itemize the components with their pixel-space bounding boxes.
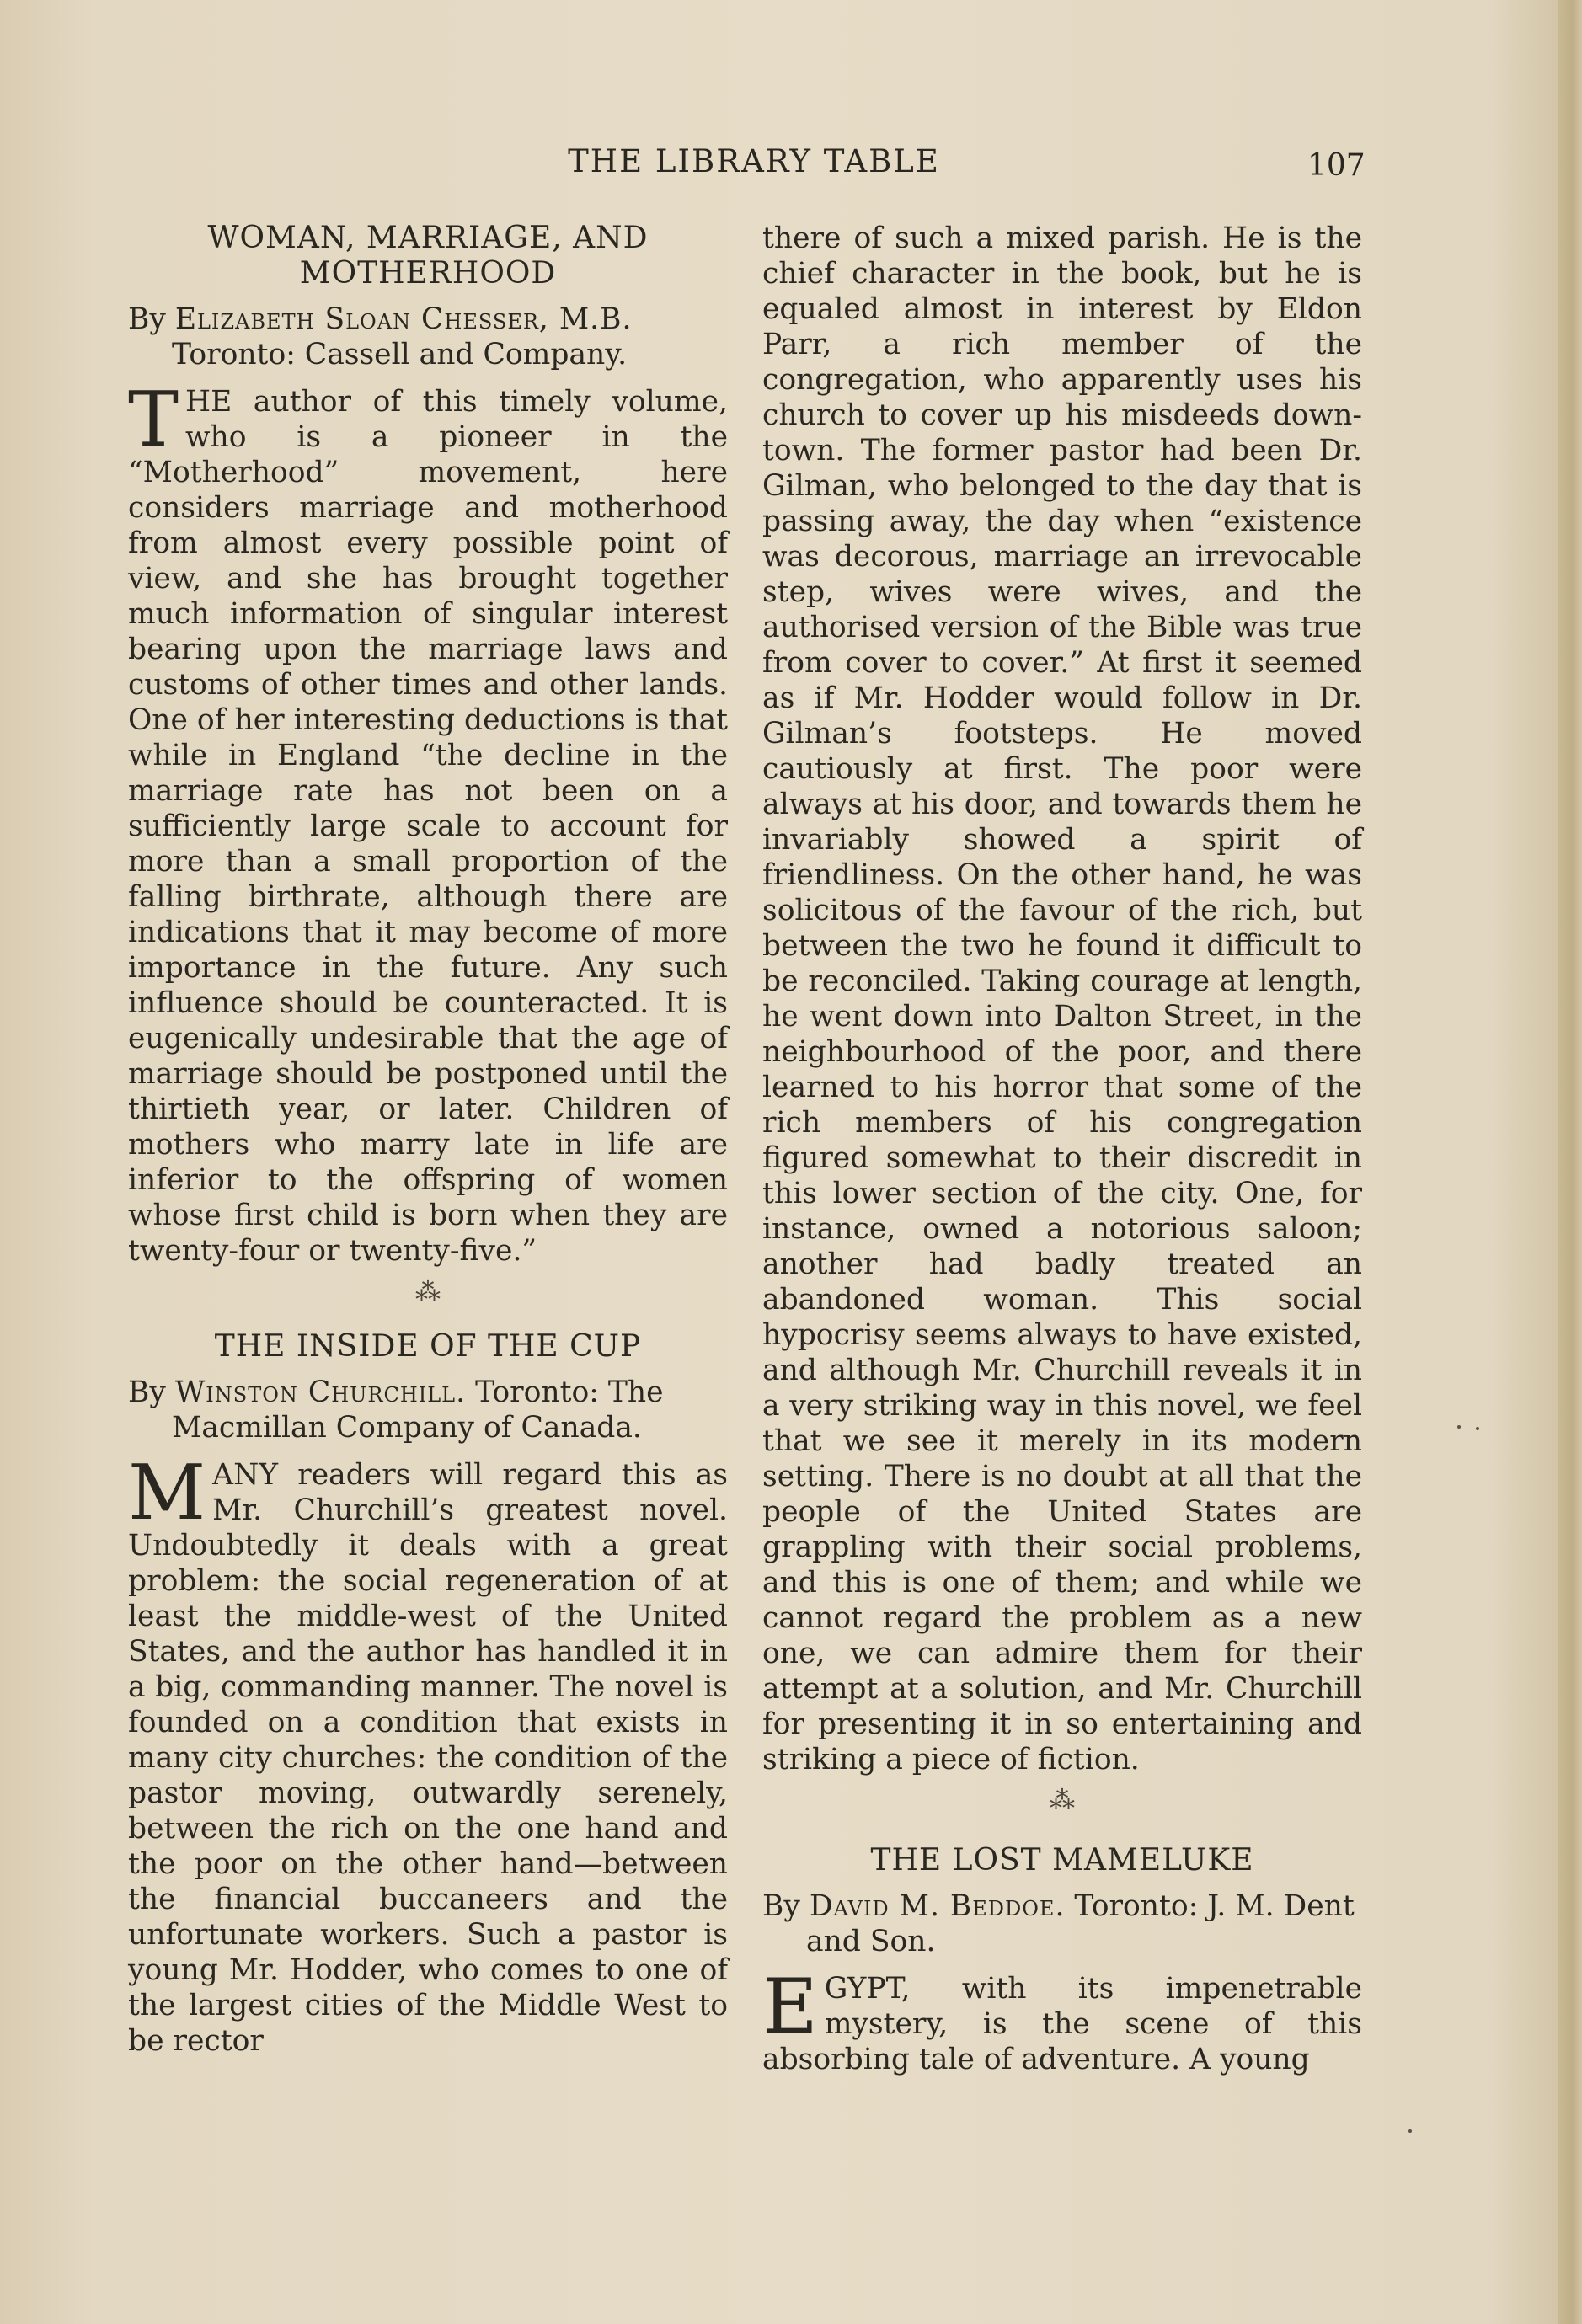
running-head: THE LIBRARY TABLE <box>568 143 940 179</box>
review-publisher: Toronto: The Macmillan Company of Canada. <box>172 1376 664 1445</box>
byline-prefix: By <box>762 1889 800 1923</box>
review-body-continued: there of such a mixed parish. He is the chief character in the book, but he is equaled almost in interest by Eldon Parr, a rich member of the congregation, who apparently uses his church to cover up his misdeeds down-town. The former pastor had been Dr. Gilman, who belonged to the day that is passing away, the day when “existence was decorous, marriage an irrevocable step, wives were wives, and the authorised version of the Bible was true from cover to cover.” At first it seemed as if Mr. Hodder would follow in Dr. Gilman’s footsteps. He moved cautiously at first. The poor were always at his door, and towards them he invariably showed a spirit of friendliness. On the other hand, he was solicitous of the favour of the rich, but between the two he found it difficult to be reconciled. Taking courage at length, he went down into Dalton Street, in the neighbourhood of the poor, and there learned to his horror that some of the rich members of his congregation figured somewhat to their discredit in this lower section of the city. One, for instance, owned a notorious saloon; another had badly treated an abandoned woman. This social hypocrisy seems always to have existed, and although Mr. Churchill reveals it in a very striking way in this novel, we feel that we see it merely in its modern setting. There is no doubt at all that the people of the United States are grappling with their social problems, and this is one of them; and while we cannot regard the problem as a new one, we can admire them for their attempt at a solution, and Mr. Churchill for presenting it in so entertaining and striking a piece of fiction. <box>762 222 1362 1776</box>
review-publisher: Toronto: J. M. Dent and Son. <box>806 1889 1355 1958</box>
page-edge <box>1558 0 1582 2324</box>
paper-speck <box>1457 1425 1461 1429</box>
review-woman-marriage <box>128 221 728 1309</box>
review-text: GYPT, with its impenetrable mystery, is the scene of this absorbing tale of adventure. A young <box>762 1972 1362 2076</box>
paper-speck <box>1476 1427 1479 1430</box>
review-text: ANY readers will regard this as Mr. Churchill’s greatest novel. Undoubtedly it deals with a great problem: the social regeneration of at least the middle-west of the United States, and the author has handled it in a big, commanding manner. The novel is founded on a condition that exists in many city churches: the condition of the pastor moving, outwardly serenely, between the rich on the one hand and the poor on the other hand—between the financial buccaneers and the unfortunate workers. Such a pastor is young Mr. Hodder, who comes to one of the largest cities of the Middle West to be rector <box>128 1458 728 2058</box>
drop-cap: T <box>128 376 179 464</box>
page-number: 107 <box>1307 148 1366 183</box>
paper-speck <box>1408 2129 1412 2133</box>
left-column <box>128 221 728 2059</box>
byline-prefix: By <box>128 1376 166 1409</box>
review-body <box>762 1963 1362 2077</box>
review-title: THE INSIDE OF THE CUP <box>214 1329 642 1364</box>
section-ornament: ⁂ <box>415 1277 441 1306</box>
byline-prefix: By <box>128 302 166 336</box>
drop-cap: M <box>128 1449 206 1537</box>
review-byline <box>762 1889 1362 1959</box>
drop-cap: E <box>762 1963 818 2051</box>
review-author: Elizabeth Sloan Chesser, M.B. <box>174 302 633 336</box>
review-author: Winston Churchill. <box>174 1376 467 1409</box>
section-ornament: ⁂ <box>1050 1786 1075 1815</box>
review-title: WOMAN, MARRIAGE, AND MOTHERHOOD <box>207 221 649 291</box>
review-title: THE LOST MAMELUKE <box>870 1843 1254 1878</box>
review-byline <box>128 1375 728 1445</box>
review-text: HE author of this timely volume, who is a pioneer in the “Motherhood” movement, here considers marriage and motherhood from almost every possible point of view, and she has brought together much information of singular interest bearing upon the marriage laws and customs of other times and other lands. One of her interesting deductions is that while in England “the decline in the marriage rate has not been on a sufficiently large scale to account for more than a small proportion of the falling birthrate, although there are indications that it may become of more importance in the future. Any such influence should be counteracted. It is eugenically undesirable that the age of marriage should be postponed until the thirtieth year, or later. Children of mothers who marry late in life are inferior to the offspring of women whose first child is born when they are twenty-four or twenty-five.” <box>128 385 728 1268</box>
review-publisher: Toronto: Cassell and Company. <box>172 338 628 371</box>
review-inside-cup <box>128 1329 728 2059</box>
review-body <box>128 376 728 1269</box>
review-lost-mameluke <box>762 1843 1362 2077</box>
review-author: David M. Beddoe. <box>809 1889 1066 1923</box>
review-byline <box>128 302 728 372</box>
review-body <box>128 1449 728 2059</box>
right-column <box>762 221 1362 2077</box>
